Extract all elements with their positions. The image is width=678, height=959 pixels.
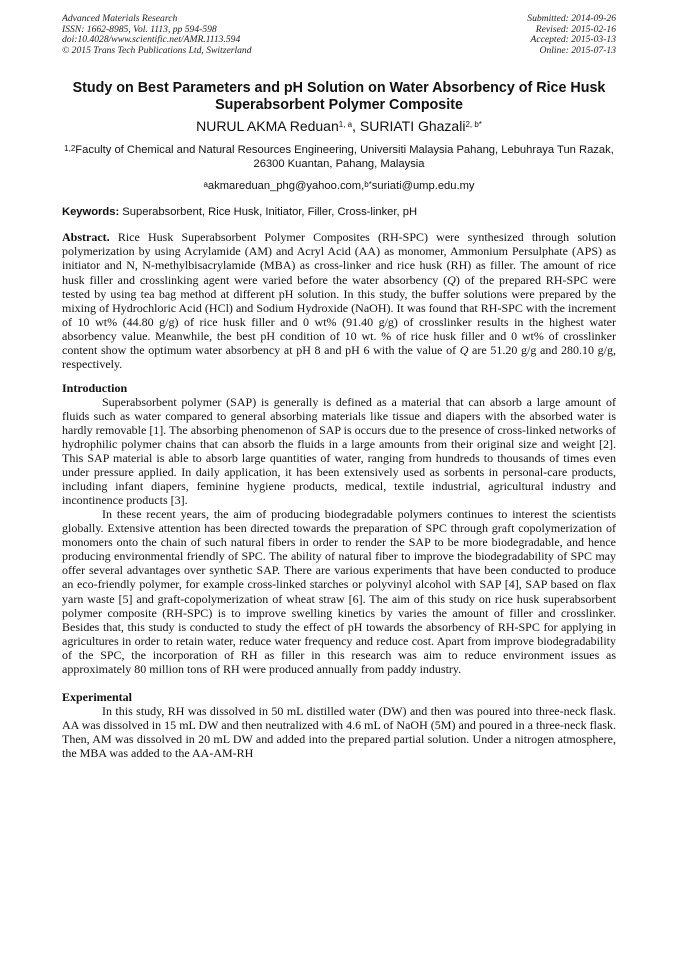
keywords-label: Keywords: bbox=[62, 206, 120, 219]
email-b-superscript: b* bbox=[364, 180, 372, 190]
author-2-superscript: 2, b* bbox=[465, 120, 482, 130]
copyright-line: © 2015 Trans Tech Publications Ltd, Switzerland bbox=[62, 44, 252, 56]
experimental-paragraph-1: In this study, RH was dissolved in 50 mL distilled water (DW) and then was poured into three-neck flask. AA was dissolved in 15 mL DW and then neutralized with 4.6 mL of NaOH (5M) and poured in a three-neck flask. Then, AM was dissolved in 20 mL DW and added into the prepared partial solution. Under a nitrogen atmosphere, the MBA was added to the AA-AM-RH bbox=[62, 703, 616, 760]
keywords-text: Superabsorbent, Rice Husk, Initiator, Filler, Cross-linker, pH bbox=[119, 206, 418, 219]
abstract-label: Abstract. bbox=[62, 230, 110, 245]
abstract-part-3: are 51.20 g/g and 280.10 g/g, respectively. bbox=[62, 342, 616, 371]
issn-line: ISSN: 1662-8985, Vol. 1113, pp 594-598 bbox=[62, 23, 217, 35]
author-separator: , bbox=[352, 118, 360, 135]
affiliation-superscript: 1,2 bbox=[64, 144, 76, 154]
paper-title: Study on Best Parameters and pH Solution on Water Absorbency of Rice Husk Superabsorbent Polymer Composite bbox=[72, 80, 606, 114]
dates-info bbox=[527, 14, 616, 56]
doi-line: doi:10.4028/www.scientific.net/AMR.1113.594 bbox=[62, 34, 241, 46]
author-1-superscript: 1, a bbox=[338, 120, 353, 130]
author-2: SURIATI Ghazali bbox=[359, 118, 466, 135]
online-date: Online: 2015-07-13 bbox=[539, 44, 616, 56]
accepted-date: Accepted: 2015-03-13 bbox=[530, 34, 616, 46]
introduction-heading: Introduction bbox=[62, 380, 128, 395]
author-emails bbox=[62, 179, 616, 193]
abstract-part-1: Rice Husk Superabsorbent Polymer Composites (RH-SPC) were synthesized through solution polymerization by using Acrylamide (AM) and Acryl Acid (AA) as monomer, Ammonium Persulphate (APS) as initiator and N, N-methylbisacrylamide (MBA) as cross-linker and rice husk (RH) as filler. The amount of rice husk filler and crosslinking agent were varied before the water absorbency ( bbox=[62, 230, 616, 287]
journal-name: Advanced Materials Research bbox=[62, 13, 178, 24]
paper-page bbox=[62, 14, 616, 760]
revised-date: Revised: 2015-02-16 bbox=[535, 23, 616, 35]
author-line bbox=[62, 117, 616, 135]
introduction-paragraph-1: Superabsorbent polymer (SAP) is generally is defined as a material that can absorb a large amount of fluids such as water compared to general absorbing materials like tissue and diapers with the absorbed water is hardly removable [1]. The absorbing phenomenon of SAP is occurs due to the presence of cross-linked networks of hydrophilic polymer chains that can absorb the fluids in a large amounts from their original size and weight [2]. This SAP material is able to absorb large quantities of water, ranging from hundreds to thousands of times even under pressure applied. In daily application, it has been extensively used as sorbents in personal-care products, including infant diapers, feminine hygiene products, medical, textile industrial, agricultural industry and incontinence products [3]. bbox=[62, 394, 616, 508]
email-b: suriati@ump.edu.my bbox=[371, 180, 475, 193]
affiliation bbox=[62, 143, 616, 171]
author-1: NURUL AKMA Reduan bbox=[196, 118, 339, 135]
abstract bbox=[62, 230, 616, 370]
abstract-q-symbol-1: Q bbox=[447, 272, 456, 287]
abstract-q-symbol-2: Q bbox=[459, 342, 469, 357]
affiliation-text: Faculty of Chemical and Natural Resources Engineering, Universiti Malaysia Pahang, Lebuhraya Tun Razak, 26300 Kuantan, Pahang, Malaysia bbox=[75, 144, 614, 171]
experimental-heading: Experimental bbox=[62, 689, 132, 704]
section-spacer bbox=[62, 676, 616, 690]
journal-info bbox=[62, 14, 252, 56]
submitted-date: Submitted: 2014-09-26 bbox=[527, 13, 616, 24]
publication-header bbox=[62, 14, 616, 56]
abstract-part-2: ) of the prepared RH-SPC were tested by using tea bag method at different pH solution. In this study, the buffer solutions were prepared by the mixing of Hydrochloric Acid (HCl) and Sodium Hydroxide (NaOH). It was found that RH-SPC with the increment of 10 wt% (44.80 g/g) of rice husk filler and 0 wt% (91.40 g/g) of crosslinker results in the highest water absorbency value. Meanwhile, the best pH condition of 10 wt. % of rice husk filler and 0 wt% of crosslinker content show the optimum water absorbency at pH 8 and pH 6 with the value of bbox=[62, 272, 616, 357]
email-a: akmareduan_phg@yahoo.com, bbox=[207, 180, 365, 193]
introduction-paragraph-2: In these recent years, the aim of producing biodegradable polymers continues to interest the scientists globally. Extensive attention has been directed towards the preparation of SPC through graft copolymerization of monomers onto the chain of such natural fibers in order to render the SAP to be more biodegradable, and hence producing environmental friendly of SPC. The ability of natural fiber to improve the biodegradability of SPC may offer several advantages over synthetic SAP. There are various experiments that have been conducted to produce an eco-friendly polymer, for example cross-linked starches or polyvinyl alcohol with SAP [4], SAP based on flax yarn waste [5] and graft-copolymerization of wheat straw [6]. The aim of this study on rice husk superabsorbent polymer composite (RH-SPC) is to improve swelling kinetics by varies the amount of filler and crosslinker. Besides that, this study is conducted to study the effect of pH towards the absorbency of RH-SPC for applying in agricultures in order to retain water, reduce water frequency and reduce cost. Apart from improve biodegradability of the SPC, the incorporation of RH as filler in this research was aim to reduce environment issues as approximately 80 million tons of RH were produced annually from paddy industry. bbox=[62, 507, 616, 676]
keywords bbox=[62, 205, 616, 219]
email-a-superscript: a bbox=[203, 180, 208, 190]
